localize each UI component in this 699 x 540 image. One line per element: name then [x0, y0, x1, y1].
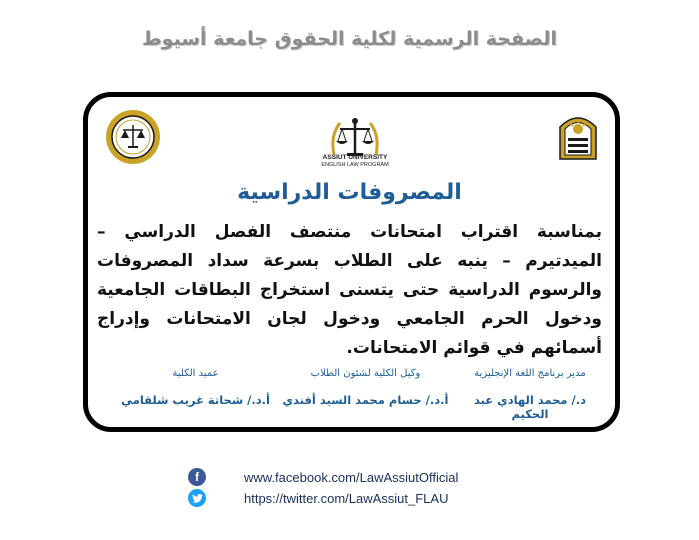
facebook-link[interactable]: www.facebook.com/LawAssiutOfficial	[244, 469, 459, 485]
center-logo-caption-line1: ASSIUT UNIVERSITY	[322, 154, 388, 161]
facebook-icon[interactable]: f	[188, 468, 206, 486]
signature-name: أ.د./ حسام محمد السيد أفندي	[282, 393, 449, 407]
signature-dean	[118, 368, 273, 407]
twitter-link[interactable]: https://twitter.com/LawAssiut_FLAU	[244, 490, 449, 506]
signature-program-director	[455, 368, 605, 421]
signature-name: أ.د./ شحاتة غريب شلقامي	[121, 393, 270, 407]
signature-role: وكيل الكلية لشئون الطلاب	[310, 368, 421, 379]
center-logo-caption-line2: ENGLISH LAW PROGRAM	[321, 162, 389, 168]
university-seal-icon	[556, 109, 600, 163]
twitter-icon[interactable]	[188, 489, 206, 507]
signature-vice-dean	[278, 368, 453, 407]
facebook-link-row[interactable]	[188, 467, 458, 487]
page-header-title: الصفحة الرسمية لكلية الحقوق جامعة أسيوط	[141, 28, 558, 50]
twitter-link-row[interactable]	[188, 488, 448, 508]
document-title: المصروفات الدراسية	[237, 180, 462, 205]
announcement-body: بمناسبة اقتراب امتحانات منتصف الفصل الدراسي – الميدتيرم – ينبه على الطلاب بسرعة سداد المصروفات والرسوم الدراسية حتى يتسنى استخراج البطاقات الجامعية ودخول الحرم الجامعي ودخول لجان الامتحانات وإدراج أسمائهم في قوائم الامتحانات.	[97, 222, 602, 358]
faculty-seal-icon	[104, 108, 162, 166]
signature-role: عميد الكلية	[172, 368, 219, 379]
signature-role: مدير برنامج اللغة الإنجليزية	[474, 368, 586, 379]
signature-name: د./ محمد الهادي عبد الحكيم	[473, 393, 587, 421]
